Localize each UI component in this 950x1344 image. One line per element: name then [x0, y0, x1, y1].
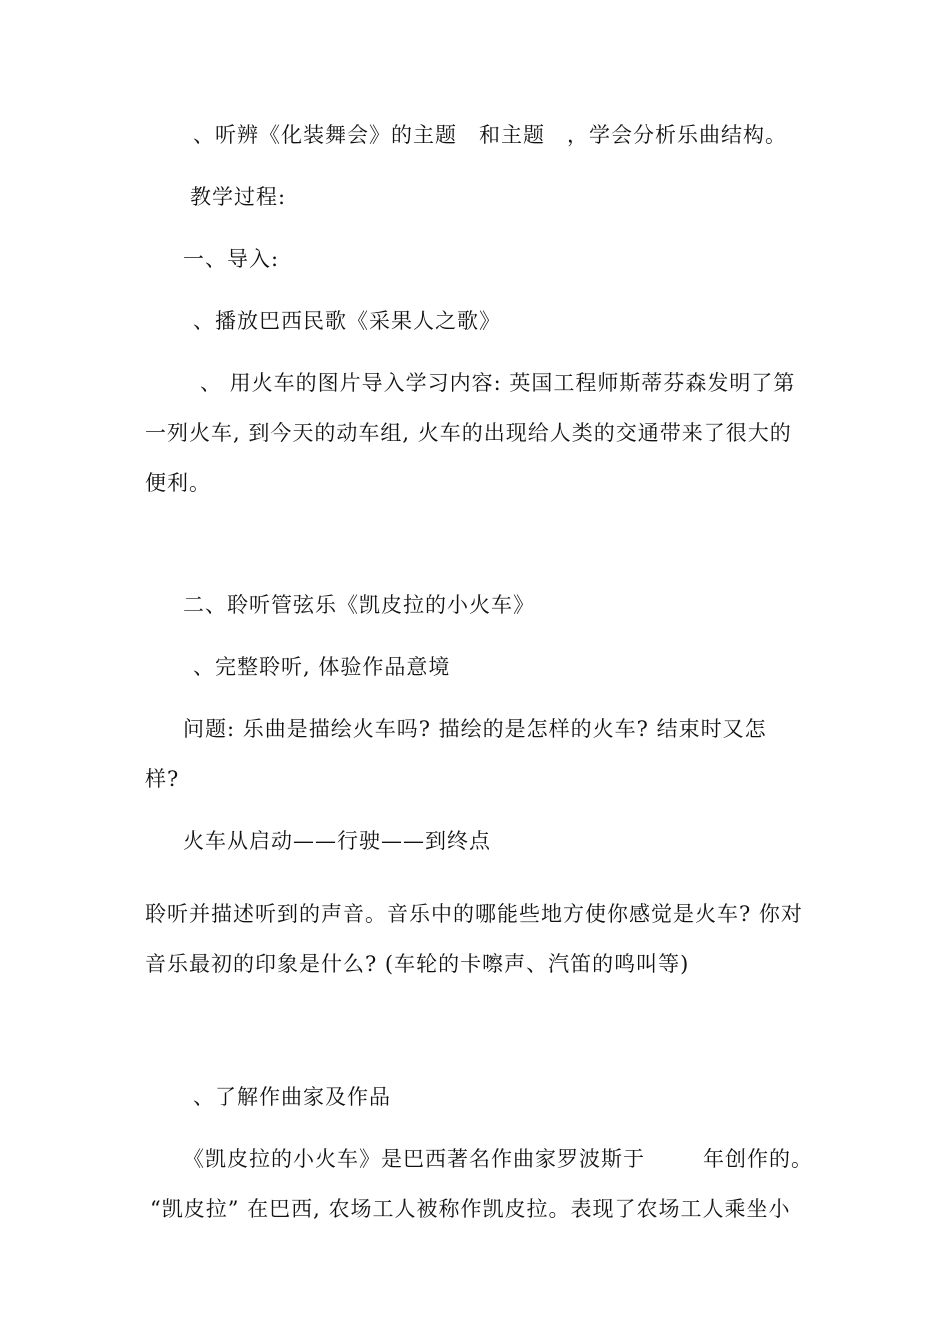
section-2-item-1: 、完整聆听, 体验作品意境: [193, 655, 451, 679]
process-heading: 教学过程:: [190, 185, 287, 209]
question-line-1: 问题: 乐曲是描绘火车吗? 描绘的是怎样的火车? 结束时又怎: [183, 717, 767, 741]
section-1-item-2-line-2: 一列火车, 到今天的动车组, 火车的出现给人类的交通带来了很大的: [145, 421, 792, 445]
composer-line-1: [183, 1145, 813, 1173]
composer-line-1-start: 《凯皮拉的小火车》是巴西著名作曲家罗波斯于: [183, 1147, 645, 1171]
question-line-2: 样?: [145, 767, 180, 791]
section-2-item-2: 、了解作曲家及作品: [193, 1085, 391, 1109]
listen-line-2: 音乐最初的印象是什么? (车轮的卡嚓声、汽笛的鸣叫等): [145, 952, 690, 976]
objective-item-2: 、听辨《化装舞会》的主题 和主题 ，学会分析乐曲结构。: [193, 123, 787, 147]
composer-line-1-end: 年创作的。: [703, 1147, 813, 1171]
section-1-item-2-line-1: 、 用火车的图片导入学习内容: 英国工程师斯蒂芬森发明了第: [200, 371, 796, 395]
section-1-item-2-line-3: 便利。: [145, 471, 211, 495]
composer-line-2: “凯皮拉” 在巴西, 农场工人被称作凯皮拉。表现了农场工人乘坐小: [150, 1197, 791, 1221]
section-1-heading: 一、导入:: [183, 247, 280, 271]
answer-line: 火车从启动——行驶——到终点: [183, 829, 491, 853]
listen-line-1: 聆听并描述听到的声音。音乐中的哪能些地方使你感觉是火车? 你对: [145, 902, 803, 926]
section-1-item-1: 、播放巴西民歌《采果人之歌》: [193, 309, 501, 333]
section-2-heading: 二、聆听管弦乐《凯皮拉的小火车》: [183, 593, 535, 617]
